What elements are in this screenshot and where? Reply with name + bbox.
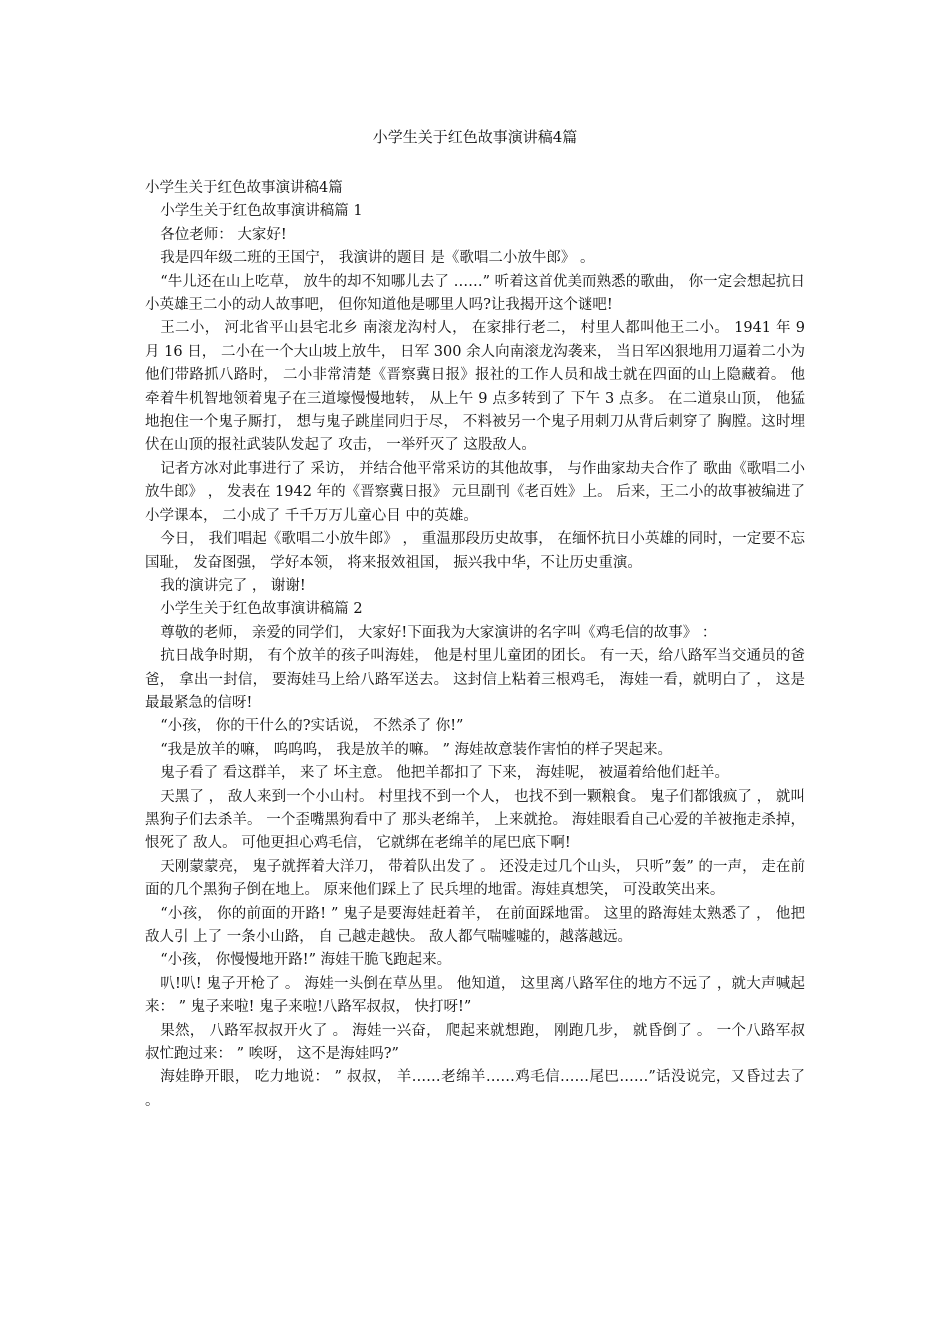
paragraph: 尊敬的老师， 亲爱的同学们， 大家好!下面我为大家演讲的名字叫《鸡毛信的故事》 ： [160, 624, 717, 641]
paragraph: 小学生关于红色故事演讲稿篇 1 [160, 203, 363, 220]
paragraph: 小学生关于红色故事演讲稿4篇 [145, 180, 343, 196]
paragraph: 各位老师： 大家好! [160, 226, 287, 243]
paragraph: 海娃睁开眼， 吃力地说： ” 叔叔， 羊……老绵羊……鸡毛信……尾巴……”话没说完，又昏过去了 。 [145, 1069, 805, 1109]
paragraph: 天刚蒙蒙亮， 鬼子就挥着大洋刀， 带着队出发了 。 还没走过几个山头， 只听”轰” 的一声， 走在前面的几个黑狗子倒在地上。 原来他们踩上了 民兵埋的地雷。海娃真想笑， 可没敢笑出来。 [145, 858, 805, 899]
paragraph: 小学生关于红色故事演讲稿篇 2 [160, 601, 363, 618]
paragraph: 今日， 我们唱起《歌唱二小放牛郎》 ， 重温那段历史故事， 在缅怀抗日小英雄的同时，一定要不忘国耻， 发奋图强， 学好本领， 将来报效祖国， 振兴我中华，不让历史重演。 [145, 531, 805, 571]
paragraph: 王二小， 河北省平山县宅北乡 南滚龙沟村人， 在家排行老二， 村里人都叫他王二小。 1941 年 9 月 16 日， 二小在一个大山坡上放牛， 日军 300 余人向南滚龙沟袭来， 当日军凶狠地用刀逼着二小为他们带路抓八路时， 二小非常清楚《晋察冀日报》报社的工作人员和战士就在四面的山上隐藏着。 他牵着牛机智地领着鬼子在三道壕慢慢地转， 从上午 9 点多转到了 下午 3 点多。 在二道泉山顶， 他猛地抱住一个鬼子厮打， 想与鬼子跳崖同归于尽， 不料被另一个鬼子用刺刀从背后刺穿了 胸膛。这时埋伏在山顶的报社武装队发起了 攻击， 一举歼灭了 这股敌人。 [145, 320, 805, 454]
paragraph: “我是放羊的嘛， 呜呜呜， 我是放羊的嘛。 ” 海娃故意装作害怕的样子哭起来。 [160, 741, 672, 758]
paragraph: 鬼子看了 看这群羊， 来了 坏主意。 他把羊都扣了 下来， 海娃呢， 被逼着给他们赶羊。 [160, 765, 729, 782]
paragraph: “小孩， 你慢慢地开路!” 海娃干脆飞跑起来。 [160, 952, 452, 969]
paragraph: 我的演讲完了 ， 谢谢! [160, 577, 306, 594]
document-title: 小学生关于红色故事演讲稿4篇 [372, 128, 578, 146]
paragraph: 我是四年级二班的王国宁， 我演讲的题目 是《歌唱二小放牛郎》 。 [160, 250, 595, 267]
paragraph: “小孩， 你的干什么的?实话说， 不然杀了 你!” [160, 718, 464, 735]
paragraph: 叭!叭! 鬼子开枪了 。 海娃一头倒在草丛里。 他知道， 这里离八路军住的地方不远了 ，就大声喊起来： ” 鬼子来啦! 鬼子来啦!八路军叔叔， 快打呀!” [145, 975, 805, 1016]
paragraph: 天黑了 ， 敌人来到一个小山村。 村里找不到一个人， 也找不到一颗粮食。 鬼子们都饿疯了 ， 就叫黑狗子们去杀羊。 一个歪嘴黑狗看中了 那头老绵羊， 上来就抢。 海娃眼看自己心爱的羊被拖走杀掉， 恨死了 敌人。 可他更担心鸡毛信， 它就绑在老绵羊的尾巴底下啊! [145, 788, 805, 852]
document-body [145, 177, 805, 1113]
paragraph: 抗日战争时期， 有个放羊的孩子叫海娃， 他是村里儿童团的团长。 有一天，给八路军当交通员的爸爸， 拿出一封信， 要海娃马上给八路军送去。 这封信上粘着三根鸡毛， 海娃一看，就明白了 ， 这是最最紧急的信呀! [145, 648, 805, 711]
paragraph: “小孩， 你的前面的开路! ” 鬼子是要海娃赶着羊， 在前面踩地雷。 这里的路海娃太熟悉了 ， 他把敌人引 上了 一条小山路， 自 己越走越快。 敌人都气喘嘘嘘的，越落越远。 [145, 905, 805, 945]
paragraph: 记者方冰对此事进行了 采访， 并结合他平常采访的其他故事， 与作曲家劫夫合作了 歌曲《歌唱二小放牛郎》 ， 发表在 1942 年的《晋察冀日报》 元旦副刊《老百姓》上。 后来，王二小的故事被编进了 小学课本， 二小成了 千千万万儿童心目 中的英雄。 [145, 460, 805, 524]
paragraph: 果然， 八路军叔叔开火了 。 海娃一兴奋， 爬起来就想跑， 刚跑几步， 就昏倒了 。 一个八路军叔叔忙跑过来： ” 唉呀， 这不是海娃吗?” [145, 1022, 805, 1063]
paragraph: “牛儿还在山上吃草， 放牛的却不知哪儿去了 ……” 听着这首优美而熟悉的歌曲， 你一定会想起抗日小英雄王二小的动人故事吧， 但你知道他是哪里人吗?让我揭开这个谜吧! [145, 273, 805, 314]
